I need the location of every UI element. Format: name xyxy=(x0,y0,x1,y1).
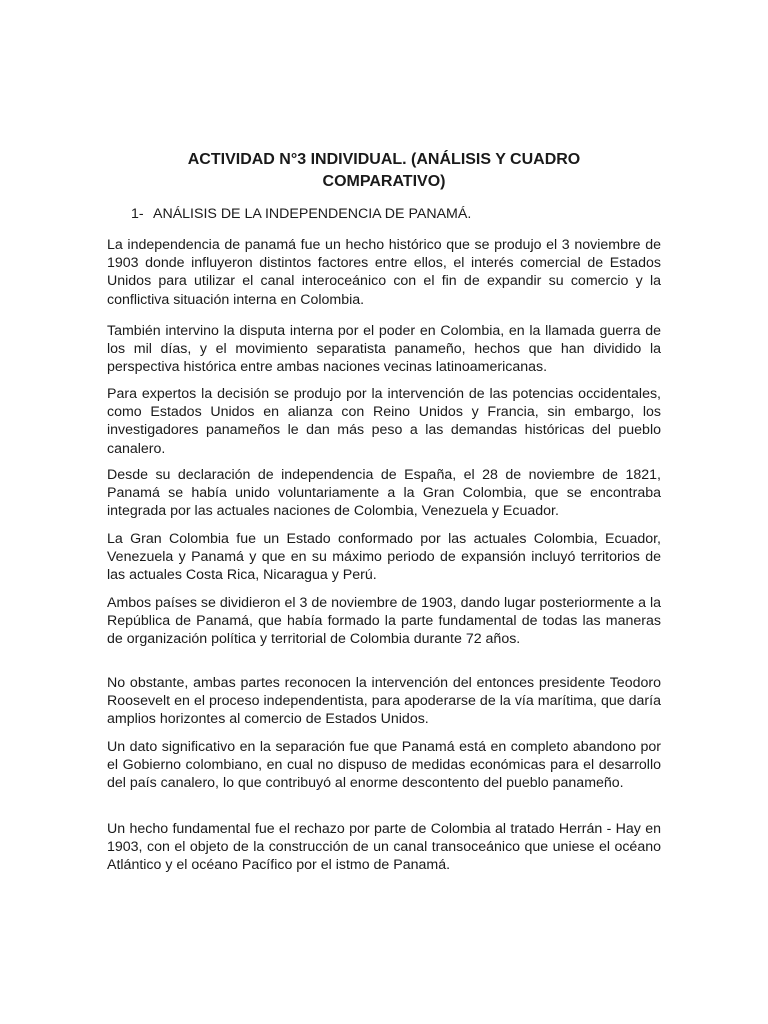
paragraph: Un hecho fundamental fue el rechazo por parte de Colombia al tratado Herrán - Hay en 1903, con el objeto de la construcción de un canal transoceánico que uniese el océano Atlántico y el océano Pacífico por el istmo de Panamá. xyxy=(107,821,661,874)
paragraph: Para expertos la decisión se produjo por la intervención de las potencias occidentales, como Estados Unidos en alianza con Reino Unidos y Francia, sin embargo, los investigadores panameños le dan más peso a las demandas históricas del pueblo canalero. xyxy=(107,386,661,457)
section-heading-text: ANÁLISIS DE LA INDEPENDENCIA DE PANAMÁ. xyxy=(153,206,472,222)
section-heading xyxy=(131,205,471,223)
paragraph: Desde su declaración de independencia de España, el 28 de noviembre de 1821, Panamá se había unido voluntariamente a la Gran Colombia, que se encontraba integrada por las actuales naciones de Colombia, Venezuela y Ecuador. xyxy=(107,467,661,520)
title-line-1: ACTIVIDAD N°3 INDIVIDUAL. (ANÁLISIS Y CUADRO xyxy=(187,151,581,168)
title-line-2: COMPARATIVO) xyxy=(322,173,446,190)
paragraph: Ambos países se dividieron el 3 de noviembre de 1903, dando lugar posteriormente a la República de Panamá, que había formado la parte fundamental de todas las maneras de organización política y territorial de Colombia durante 72 años. xyxy=(107,595,661,648)
section-number: 1- xyxy=(131,206,144,222)
document-title xyxy=(100,149,668,193)
paragraph: La Gran Colombia fue un Estado conformado por las actuales Colombia, Ecuador, Venezuela y Panamá y que en su máximo periodo de expansión incluyó territorios de las actuales Costa Rica, Nicaragua y Perú. xyxy=(107,531,661,584)
paragraph: No obstante, ambas partes reconocen la intervención del entonces presidente Teodoro Roosevelt en el proceso independentista, para apoderarse de la vía marítima, que daría amplios horizontes al comercio de Estados Unidos. xyxy=(107,675,661,728)
paragraph: También intervino la disputa interna por el poder en Colombia, en la llamada guerra de los mil días, y el movimiento separatista panameño, hechos que han dividido la perspectiva histórica entre ambas naciones vecinas latinoamericanas. xyxy=(107,323,661,376)
paragraph: La independencia de panamá fue un hecho histórico que se produjo el 3 noviembre de 1903 donde influyeron distintos factores entre ellos, el interés comercial de Estados Unidos para utilizar el canal interoceánico con el fin de expandir su comercio y la conflictiva situación interna en Colombia. xyxy=(107,237,661,308)
paragraph: Un dato significativo en la separación fue que Panamá está en completo abandono por el Gobierno colombiano, en cual no dispuso de medidas económicas para el desarrollo del país canalero, lo que contribuyó al enorme descontento del pueblo panameño. xyxy=(107,739,661,792)
